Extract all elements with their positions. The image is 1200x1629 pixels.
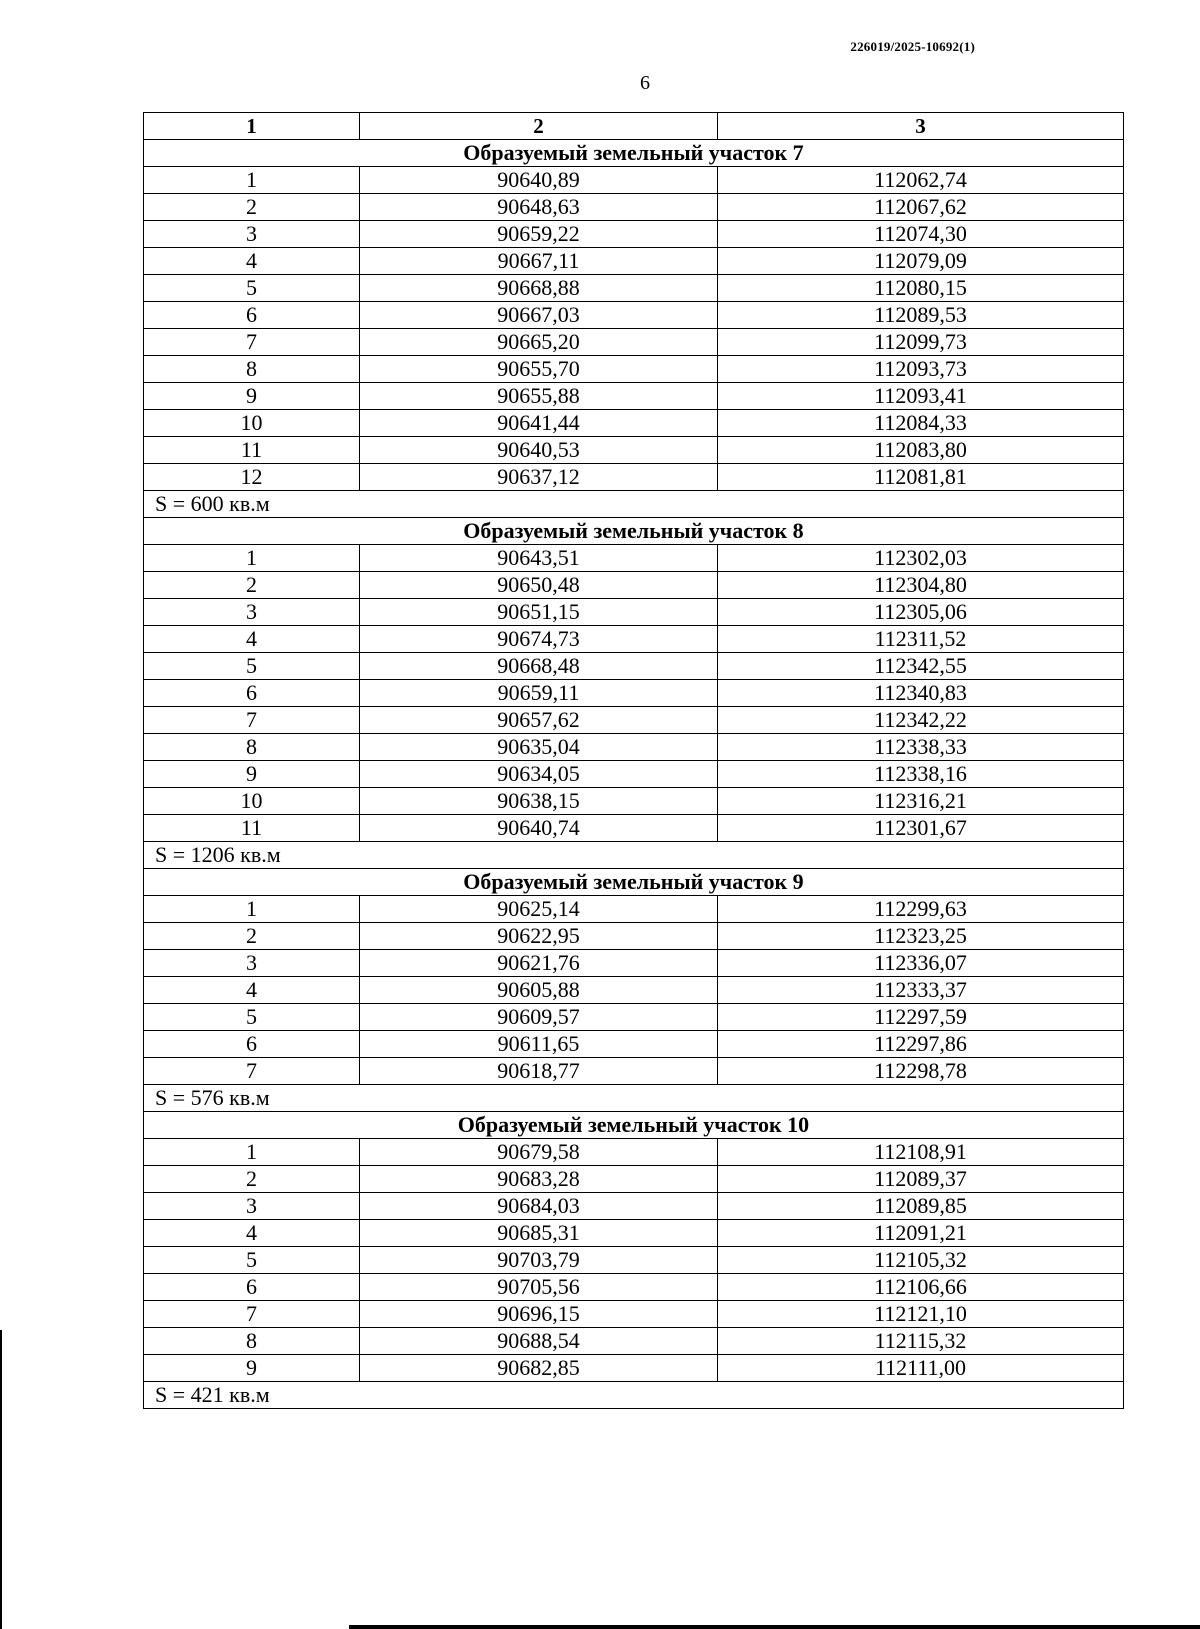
point-number: 1 — [144, 896, 360, 923]
table-row — [144, 653, 1124, 680]
coordinate-y: 112338,33 — [718, 734, 1124, 761]
coordinate-x: 90655,88 — [360, 383, 718, 410]
table-row — [144, 572, 1124, 599]
coordinate-x: 90640,53 — [360, 437, 718, 464]
coordinate-x: 90685,31 — [360, 1220, 718, 1247]
point-number: 10 — [144, 788, 360, 815]
point-number: 1 — [144, 1139, 360, 1166]
coordinate-x: 90674,73 — [360, 626, 718, 653]
coordinate-x: 90655,70 — [360, 356, 718, 383]
coordinate-x: 90640,89 — [360, 167, 718, 194]
point-number: 3 — [144, 599, 360, 626]
column-header: 2 — [360, 113, 718, 140]
coordinate-y: 112342,22 — [718, 707, 1124, 734]
coordinate-y: 112338,16 — [718, 761, 1124, 788]
point-number: 4 — [144, 626, 360, 653]
coordinate-y: 112316,21 — [718, 788, 1124, 815]
area-value: S = 421 кв.м — [144, 1382, 1124, 1409]
table-row — [144, 545, 1124, 572]
table-row — [144, 437, 1124, 464]
coordinate-y: 112081,81 — [718, 464, 1124, 491]
coordinate-y: 112106,66 — [718, 1274, 1124, 1301]
point-number: 3 — [144, 221, 360, 248]
table-row — [144, 248, 1124, 275]
table-row — [144, 599, 1124, 626]
coordinate-y: 112333,37 — [718, 977, 1124, 1004]
coordinate-x: 90641,44 — [360, 410, 718, 437]
coordinate-y: 112299,63 — [718, 896, 1124, 923]
table-row — [144, 1274, 1124, 1301]
coordinate-y: 112115,32 — [718, 1328, 1124, 1355]
section-title-row — [144, 869, 1124, 896]
point-number: 1 — [144, 545, 360, 572]
table-row — [144, 923, 1124, 950]
table-row — [144, 626, 1124, 653]
coordinate-y: 112091,21 — [718, 1220, 1124, 1247]
table-row — [144, 221, 1124, 248]
coordinate-x: 90679,58 — [360, 1139, 718, 1166]
section-title: Образуемый земельный участок 9 — [144, 869, 1124, 896]
table-row — [144, 1328, 1124, 1355]
coordinate-x: 90611,65 — [360, 1031, 718, 1058]
coordinate-x: 90668,88 — [360, 275, 718, 302]
coordinate-x: 90665,20 — [360, 329, 718, 356]
table-row — [144, 464, 1124, 491]
coordinate-x: 90638,15 — [360, 788, 718, 815]
coordinate-x: 90634,05 — [360, 761, 718, 788]
coordinate-y: 112302,03 — [718, 545, 1124, 572]
coordinate-x: 90648,63 — [360, 194, 718, 221]
point-number: 5 — [144, 1247, 360, 1274]
point-number: 4 — [144, 248, 360, 275]
point-number: 6 — [144, 680, 360, 707]
table-row — [144, 1004, 1124, 1031]
table-row — [144, 707, 1124, 734]
coordinate-x: 90621,76 — [360, 950, 718, 977]
coordinate-x: 90668,48 — [360, 653, 718, 680]
table-row — [144, 788, 1124, 815]
coordinate-x: 90605,88 — [360, 977, 718, 1004]
table-row — [144, 1166, 1124, 1193]
section-title: Образуемый земельный участок 7 — [144, 140, 1124, 167]
scan-edge-bottom — [349, 1625, 1200, 1629]
table-row — [144, 680, 1124, 707]
coordinate-x: 90667,11 — [360, 248, 718, 275]
point-number: 2 — [144, 572, 360, 599]
coordinate-y: 112108,91 — [718, 1139, 1124, 1166]
coordinate-x: 90696,15 — [360, 1301, 718, 1328]
point-number: 6 — [144, 1031, 360, 1058]
table-row — [144, 950, 1124, 977]
area-row — [144, 1085, 1124, 1112]
coordinate-y: 112062,74 — [718, 167, 1124, 194]
section-title-row — [144, 140, 1124, 167]
page-number: 6 — [640, 72, 650, 94]
coordinate-x: 90622,95 — [360, 923, 718, 950]
table-row — [144, 896, 1124, 923]
coordinate-y: 112089,85 — [718, 1193, 1124, 1220]
coordinate-y: 112074,30 — [718, 221, 1124, 248]
point-number: 3 — [144, 1193, 360, 1220]
coordinate-x: 90640,74 — [360, 815, 718, 842]
point-number: 3 — [144, 950, 360, 977]
table-row — [144, 1139, 1124, 1166]
area-row — [144, 842, 1124, 869]
table-row — [144, 167, 1124, 194]
coordinate-y: 112297,86 — [718, 1031, 1124, 1058]
point-number: 7 — [144, 1058, 360, 1085]
scan-edge-left — [0, 1330, 2, 1629]
coordinate-y: 112083,80 — [718, 437, 1124, 464]
point-number: 2 — [144, 923, 360, 950]
point-number: 9 — [144, 383, 360, 410]
table-row — [144, 1301, 1124, 1328]
coordinate-y: 112080,15 — [718, 275, 1124, 302]
point-number: 2 — [144, 1166, 360, 1193]
document-id: 226019/2025-10692(1) — [850, 39, 975, 54]
section-title-row — [144, 1112, 1124, 1139]
coordinate-y: 112342,55 — [718, 653, 1124, 680]
point-number: 4 — [144, 977, 360, 1004]
coordinate-x: 90705,56 — [360, 1274, 718, 1301]
coordinate-y: 112298,78 — [718, 1058, 1124, 1085]
coordinate-x: 90659,22 — [360, 221, 718, 248]
area-row — [144, 1382, 1124, 1409]
coordinate-y: 112089,37 — [718, 1166, 1124, 1193]
table-row — [144, 275, 1124, 302]
point-number: 7 — [144, 707, 360, 734]
point-number: 8 — [144, 356, 360, 383]
coordinate-y: 112304,80 — [718, 572, 1124, 599]
table-row — [144, 761, 1124, 788]
coordinate-y: 112336,07 — [718, 950, 1124, 977]
table-row — [144, 1220, 1124, 1247]
area-value: S = 576 кв.м — [144, 1085, 1124, 1112]
coordinate-x: 90703,79 — [360, 1247, 718, 1274]
point-number: 9 — [144, 761, 360, 788]
table-row — [144, 1355, 1124, 1382]
point-number: 8 — [144, 734, 360, 761]
coordinate-y: 112305,06 — [718, 599, 1124, 626]
coordinate-y: 112105,32 — [718, 1247, 1124, 1274]
point-number: 4 — [144, 1220, 360, 1247]
table-row — [144, 1031, 1124, 1058]
column-header: 1 — [144, 113, 360, 140]
coordinate-y: 112340,83 — [718, 680, 1124, 707]
table-row — [144, 815, 1124, 842]
table-header-row — [144, 113, 1124, 140]
coordinates-table — [143, 112, 1124, 1409]
coordinate-x: 90643,51 — [360, 545, 718, 572]
coordinate-x: 90667,03 — [360, 302, 718, 329]
area-value: S = 1206 кв.м — [144, 842, 1124, 869]
table-row — [144, 1247, 1124, 1274]
coordinate-y: 112111,00 — [718, 1355, 1124, 1382]
coordinate-y: 112089,53 — [718, 302, 1124, 329]
coordinate-y: 112099,73 — [718, 329, 1124, 356]
table-row — [144, 734, 1124, 761]
point-number: 5 — [144, 653, 360, 680]
point-number: 1 — [144, 167, 360, 194]
point-number: 2 — [144, 194, 360, 221]
point-number: 11 — [144, 437, 360, 464]
coordinate-x: 90625,14 — [360, 896, 718, 923]
coordinate-x: 90683,28 — [360, 1166, 718, 1193]
point-number: 6 — [144, 302, 360, 329]
point-number: 7 — [144, 329, 360, 356]
point-number: 7 — [144, 1301, 360, 1328]
table-row — [144, 1193, 1124, 1220]
coordinate-y: 112297,59 — [718, 1004, 1124, 1031]
column-header: 3 — [718, 113, 1124, 140]
coordinate-x: 90609,57 — [360, 1004, 718, 1031]
coordinate-x: 90657,62 — [360, 707, 718, 734]
section-title: Образуемый земельный участок 8 — [144, 518, 1124, 545]
table-row — [144, 356, 1124, 383]
table-row — [144, 194, 1124, 221]
coordinate-x: 90651,15 — [360, 599, 718, 626]
point-number: 11 — [144, 815, 360, 842]
point-number: 9 — [144, 1355, 360, 1382]
point-number: 5 — [144, 1004, 360, 1031]
area-row — [144, 491, 1124, 518]
coordinate-x: 90635,04 — [360, 734, 718, 761]
coordinate-x: 90650,48 — [360, 572, 718, 599]
coordinate-y: 112323,25 — [718, 923, 1124, 950]
point-number: 5 — [144, 275, 360, 302]
section-title-row — [144, 518, 1124, 545]
area-value: S = 600 кв.м — [144, 491, 1124, 518]
table-row — [144, 302, 1124, 329]
point-number: 10 — [144, 410, 360, 437]
coordinate-y: 112121,10 — [718, 1301, 1124, 1328]
point-number: 12 — [144, 464, 360, 491]
coordinate-y: 112084,33 — [718, 410, 1124, 437]
coordinate-y: 112067,62 — [718, 194, 1124, 221]
table-row — [144, 329, 1124, 356]
point-number: 8 — [144, 1328, 360, 1355]
coordinate-y: 112301,67 — [718, 815, 1124, 842]
section-title: Образуемый земельный участок 10 — [144, 1112, 1124, 1139]
coordinate-y: 112079,09 — [718, 248, 1124, 275]
coordinate-x: 90682,85 — [360, 1355, 718, 1382]
coordinate-x: 90659,11 — [360, 680, 718, 707]
table-row — [144, 977, 1124, 1004]
coordinate-x: 90684,03 — [360, 1193, 718, 1220]
coordinate-x: 90618,77 — [360, 1058, 718, 1085]
coordinate-y: 112311,52 — [718, 626, 1124, 653]
coordinate-x: 90637,12 — [360, 464, 718, 491]
coordinate-x: 90688,54 — [360, 1328, 718, 1355]
table-row — [144, 410, 1124, 437]
coordinate-y: 112093,73 — [718, 356, 1124, 383]
table-row — [144, 383, 1124, 410]
table-row — [144, 1058, 1124, 1085]
coordinate-y: 112093,41 — [718, 383, 1124, 410]
point-number: 6 — [144, 1274, 360, 1301]
